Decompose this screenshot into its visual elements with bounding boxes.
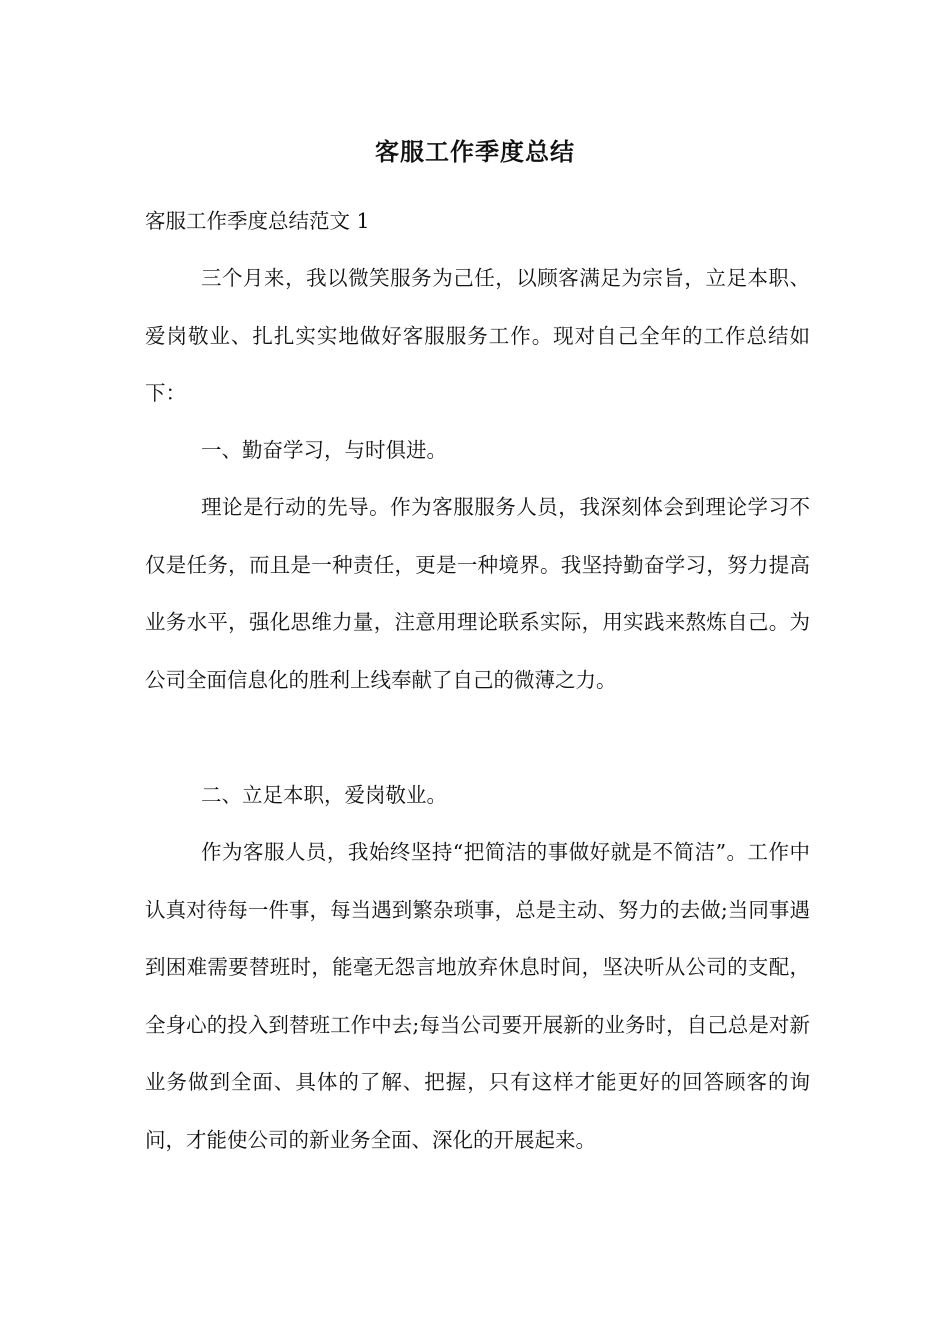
paragraph-section-2: 作为客服人员，我始终坚持“把简洁的事做好就是不简洁”。工作中认真对待每一件事，每当遇到繁杂琐事，总是主动、努力的去做;当同事遇到困难需要替班时，能毫无怨言地放弃休息时间，坚决听从公司的支配，全身心的投入到替班工作中去;每当公司要开展新的业务时，自己总是对新业务做到全面、具体的了解、把握，只有这样才能更好的回答顾客的询问，才能使公司的新业务全面、深化的开展起来。 — [145, 840, 810, 1152]
paragraph-intro: 三个月来，我以微笑服务为己任，以顾客满足为宗旨，立足本职、爱岗敬业、扎扎实实地做好客服服务工作。现对自己全年的工作总结如下： — [145, 266, 810, 405]
section-heading-1: 一、勤奋学习，与时俱进。 — [201, 438, 447, 462]
document-subtitle: 客服工作季度总结范文 1 — [145, 209, 370, 233]
document-title: 客服工作季度总结 — [375, 137, 575, 166]
paragraph-section-1: 理论是行动的先导。作为客服服务人员，我深刻体会到理论学习不仅是任务，而且是一种责任，更是一种境界。我坚持勤奋学习，努力提高业务水平，强化思维力量，注意用理论联系实际，用实践来熬炼自己。为公司全面信息化的胜利上线奉献了自己的微薄之力。 — [145, 495, 810, 692]
section-heading-2: 二、立足本职，爱岗敬业。 — [201, 783, 447, 807]
